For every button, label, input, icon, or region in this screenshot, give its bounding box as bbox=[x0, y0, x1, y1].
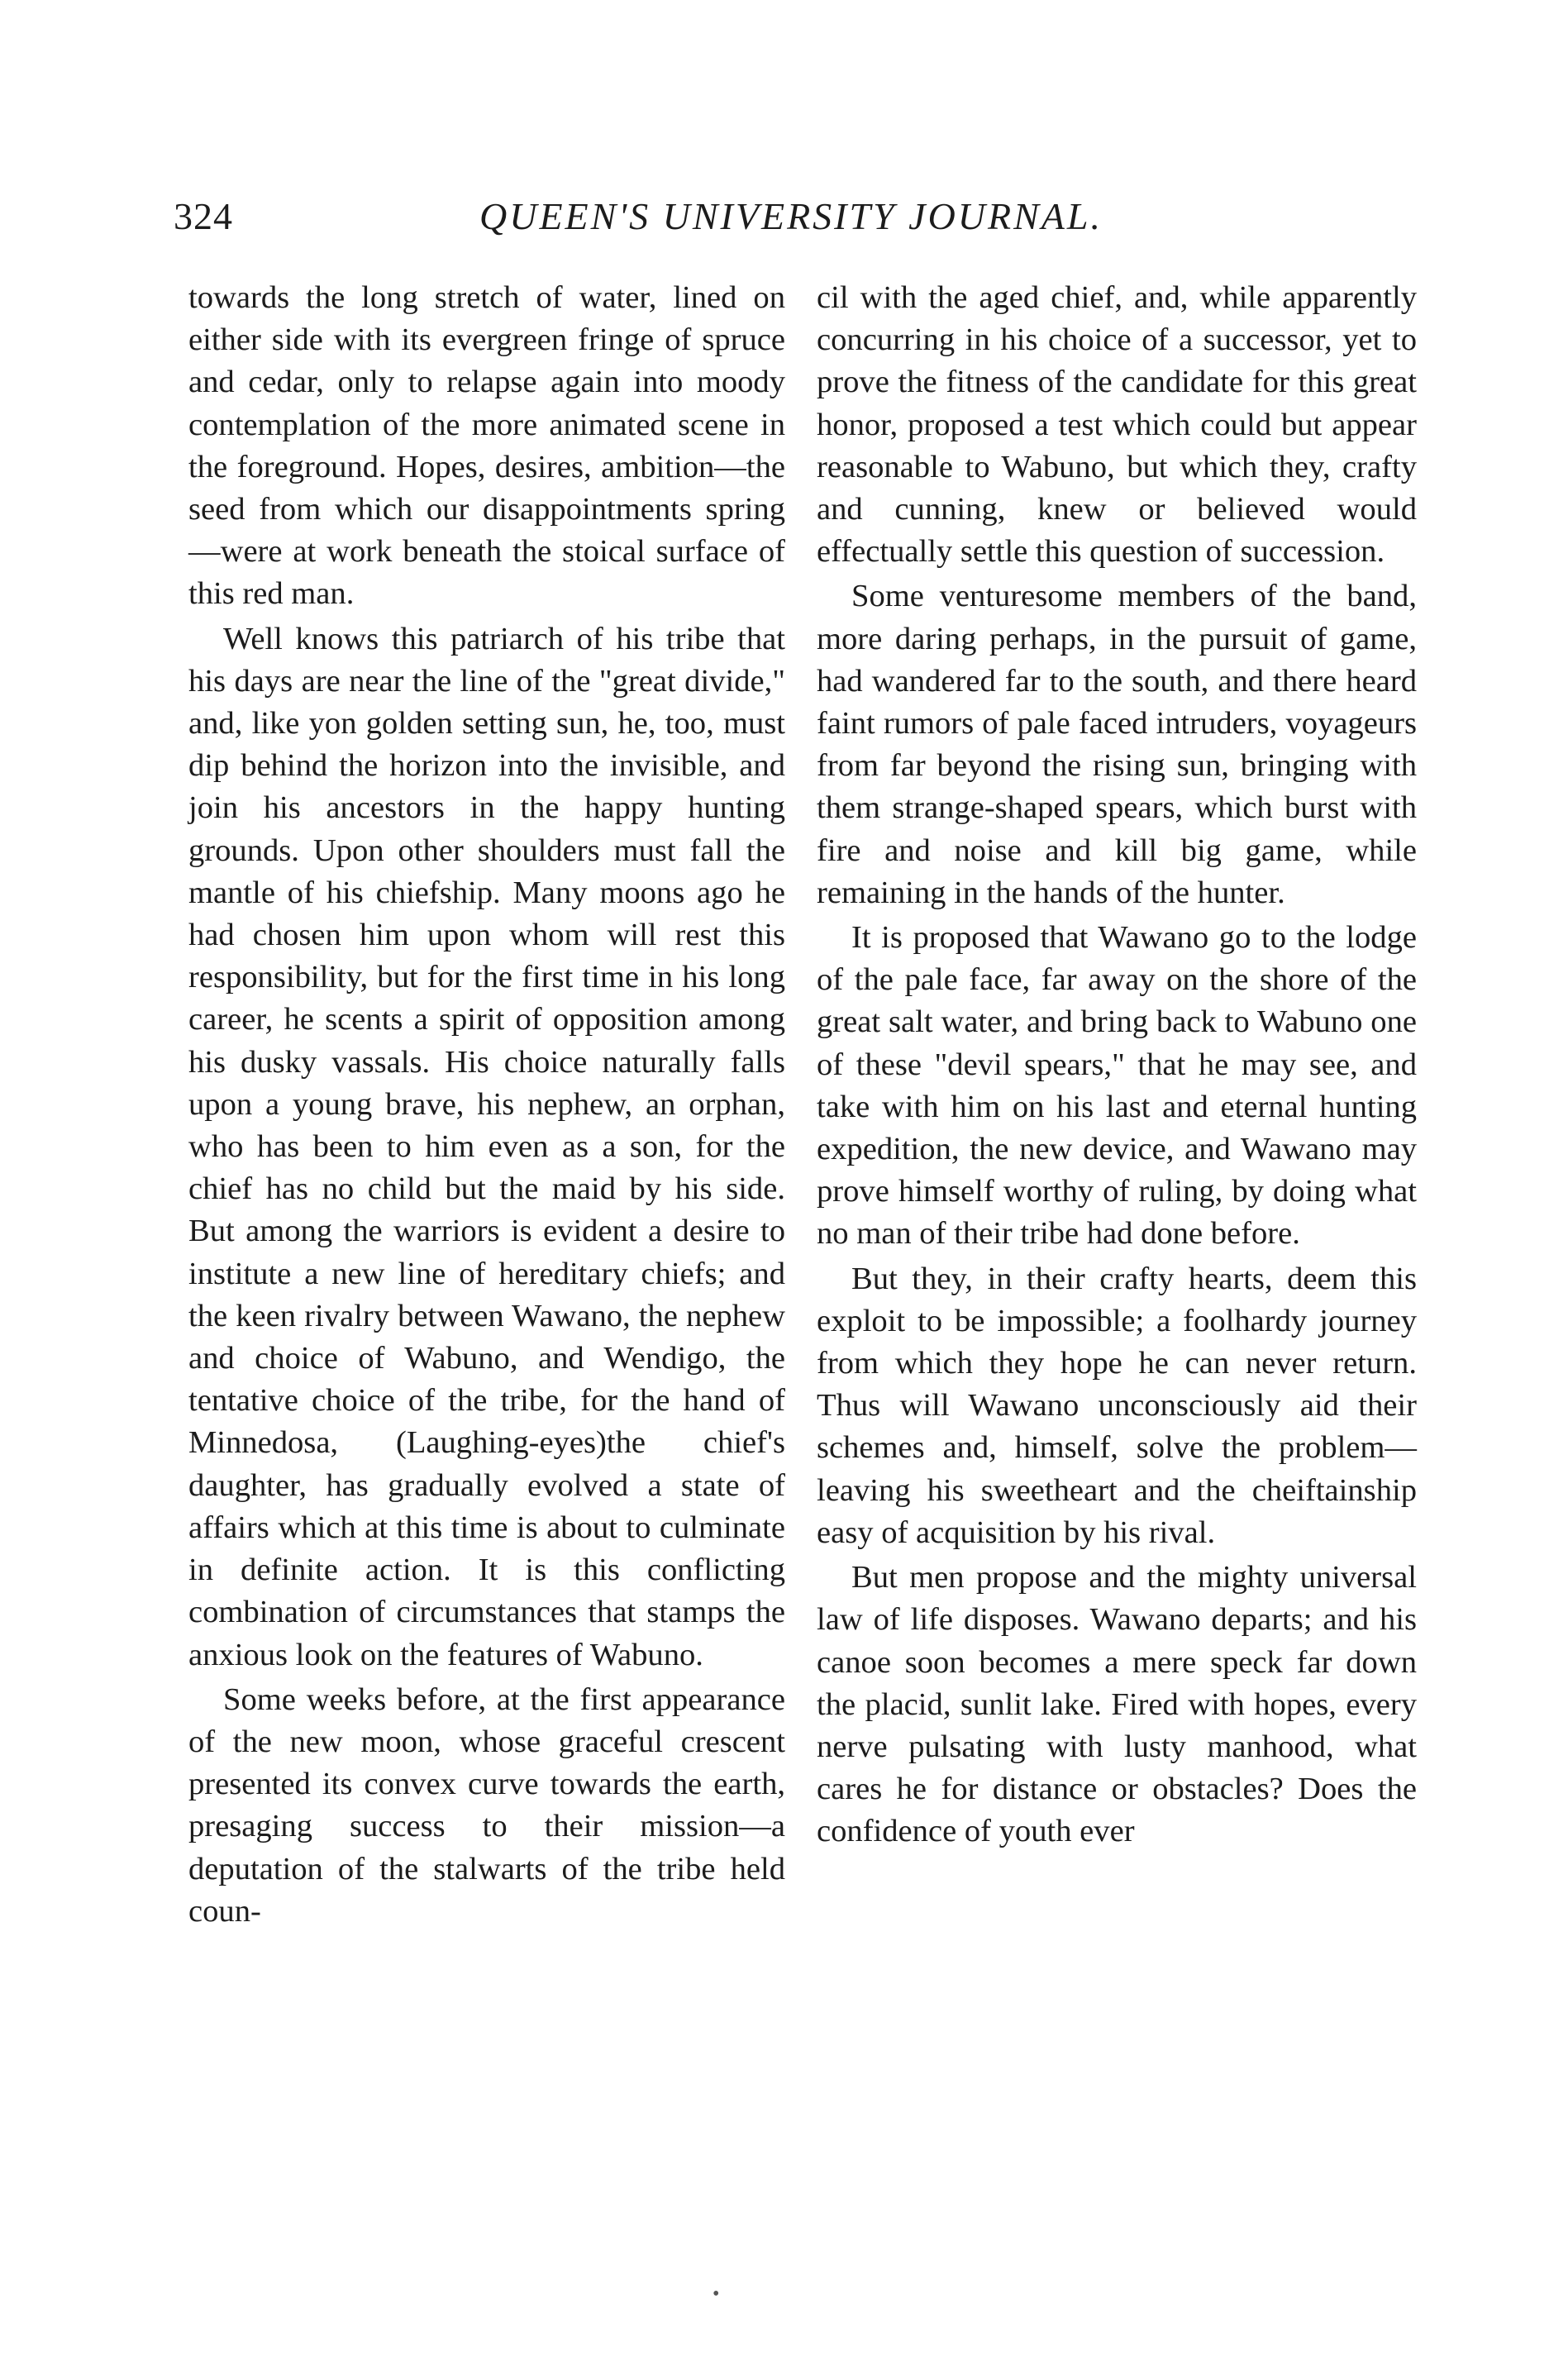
paragraph: Some weeks before, at the first appearance of the new moon, whose graceful crescent presented its convex curve towards the earth, presaging success to their mission—a deputation of the stalwarts of the tribe held coun- bbox=[188, 1681, 785, 1929]
paragraph: It is proposed that Wawano go to the lodge of the pale face, far away on the shore of the great salt water, and bring back to Wabuno one of these "devil spears," that he may see, and take with him on his last and eternal hunting expedition, the new device, and Wawano may prove himself worthy of ruling, by doing what no man of their tribe had done before. bbox=[817, 920, 1417, 1252]
left-column bbox=[188, 277, 785, 1933]
paragraph: But men propose and the mighty universal law of life disposes. Wawano departs; and his canoe soon becomes a mere speck far down the placid, sunlit lake. Fired with hopes, every nerve pulsating with lusty manhood, what cares he for distance or obstacles? Does the confidence of youth ever bbox=[817, 1560, 1417, 1849]
right-column bbox=[817, 277, 1417, 1853]
paragraph: But they, in their crafty hearts, deem this exploit to be impossible; a foolhardy journey from which they hope he can never return. Thus will Wawano unconsciously aid their schemes and, himself, solve the problem—leaving his sweetheart and the cheiftainship easy of acquisition by his rival. bbox=[817, 1261, 1417, 1550]
paragraph: Some venturesome members of the band, more daring perhaps, in the pursuit of game, had wandered far to the south, and there heard faint rumors of pale faced intruders, voyageurs from far beyond the rising sun, bringing with them strange-shaped spears, which burst with fire and noise and kill big game, while remaining in the hands of the hunter. bbox=[817, 579, 1417, 910]
page-number: 324 bbox=[174, 195, 233, 237]
paragraph: Well knows this patriarch of his tribe that his days are near the line of the "great divide," and, like yon golden setting sun, he, too, must dip behind the horizon into the invisible, and join his ancestors in the happy hunting grounds. Upon other shoulders must fall the mantle of his chiefship. Many moons ago he had chosen him upon whom will rest this responsibility, but for the first time in his long career, he scents a spirit of opposition among his dusky vassals. His choice naturally falls upon a young brave, his nephew, an orphan, who has been to him even as a son, for the chief has no child but the maid by his side. But among the warriors is evident a desire to institute a new line of hereditary chiefs; and the keen rivalry between Wawano, the nephew and choice of Wabuno, and Wendigo, the tentative choice of the tribe, for the hand of Minnedosa, (Laughing-eyes)the chief's daughter, has gradually evolved a state of affairs which at this time is about to culminate in definite action. It is this conflicting combination of circumstances that stamps the anxious look on the features of Wabuno. bbox=[188, 621, 785, 1672]
paragraph: cil with the aged chief, and, while apparently concurring in his choice of a successor, yet to prove the fitness of the candidate for this great honor, proposed a test which could but appear reasonable to Wabuno, but which they, crafty and cunning, knew or believed would effectually settle this question of succession. bbox=[817, 280, 1417, 570]
page-header bbox=[174, 194, 1422, 252]
paragraph: towards the long stretch of water, lined on either side with its evergreen fringe of spruce and cedar, only to relapse again into moody contemplation of the more animated scene in the foreground. Hopes, desires, ambition—the seed from which our disappointments spring—were at work beneath the stoical surface of this red man. bbox=[188, 280, 785, 612]
print-speck: • bbox=[713, 2283, 720, 2305]
running-head: QUEEN'S UNIVERSITY JOURNAL. bbox=[479, 195, 1103, 237]
